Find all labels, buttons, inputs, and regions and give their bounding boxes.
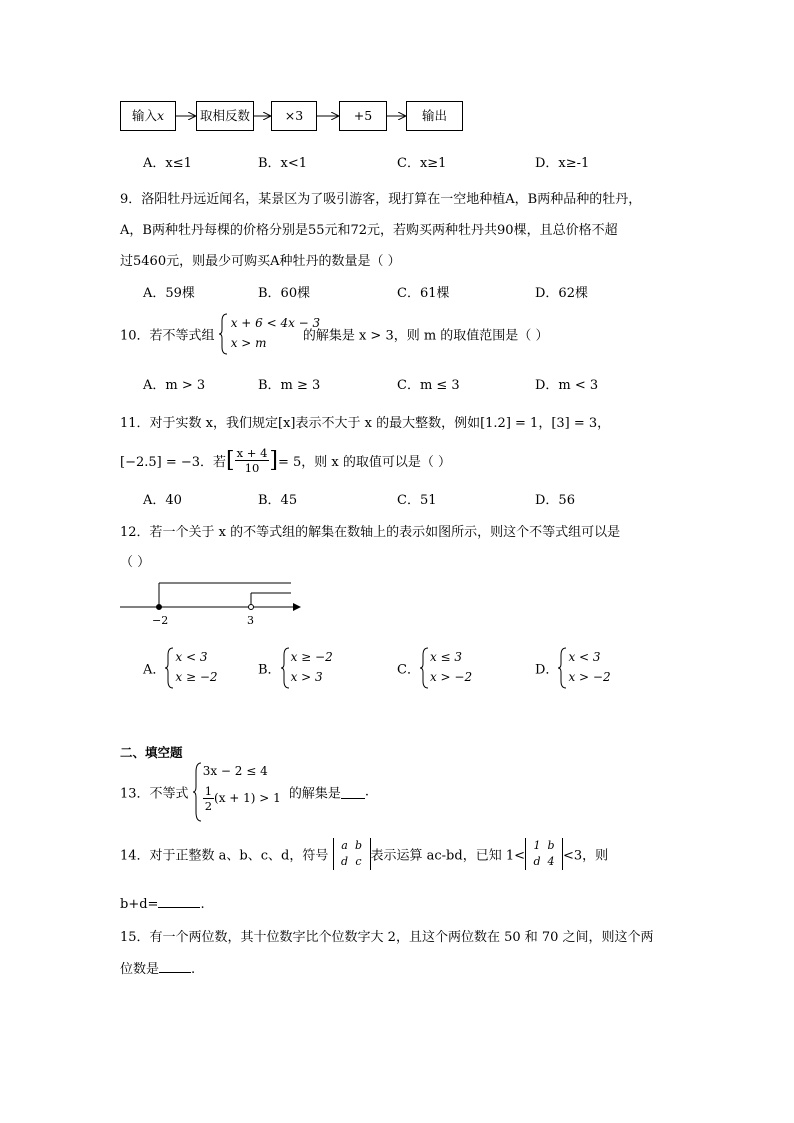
q10-system: x + 6 < 4x − 3 x > m <box>219 313 299 355</box>
q15-line2: 位数是 . <box>120 962 196 977</box>
brace-icon <box>193 762 203 822</box>
brace-icon <box>558 647 568 689</box>
q14-line2: b+d= . <box>120 897 205 912</box>
axis-label-neg2: −2 <box>152 614 169 627</box>
q12-option-a[interactable]: A． x < 3 x ≥ −2 <box>143 647 225 689</box>
q11-option-a[interactable]: A．40 <box>143 493 182 508</box>
brace-icon <box>420 647 430 689</box>
q8-option-b[interactable]: B．x<1 <box>258 156 308 171</box>
number-line <box>115 575 315 630</box>
q10-option-a[interactable]: A．m > 3 <box>143 378 206 393</box>
flow-box-plus5: +5 <box>339 101 387 131</box>
q11-option-d[interactable]: D．56 <box>535 493 575 508</box>
q13-system: 3x − 2 ≤ 4 $\frac{1}{2}$ (x + 1) > 1 <box>193 762 285 822</box>
q9-option-c[interactable]: C．61棵 <box>397 286 450 301</box>
q9-line1: 9．洛阳牡丹远近闻名，某景区为了吸引游客，现打算在一空地种植A，B两种品种的牡丹， <box>120 192 642 207</box>
q9-option-d[interactable]: D．62棵 <box>535 286 588 301</box>
q11-option-c[interactable]: C．51 <box>397 493 437 508</box>
q8-option-a[interactable]: A．x≤1 <box>143 156 192 171</box>
q12-option-b[interactable]: B． x ≥ −2 x > 3 <box>258 647 341 689</box>
q14-stem: 14．对于正整数 a、b、c、d，符号 a b d c 表示运算 ac-bd，已知 1<1 b d 4 <3，则 <box>120 839 609 868</box>
q9-option-b[interactable]: B．60棵 <box>258 286 311 301</box>
q15-line1: 15．有一个两位数，其十位数字比个位数字大 2，且这个两位数在 50 和 70 之间，则这个两 <box>120 930 654 945</box>
q9-option-a[interactable]: A．59棵 <box>143 286 195 301</box>
q13-answer-blank[interactable] <box>341 786 365 799</box>
flow-arrows <box>0 0 794 140</box>
q10-stem: 10．若不等式组 x + 6 < 4x − 3 x > m 的解集是 x > 3，则 m 的取值范围是（ ） <box>120 313 548 355</box>
q12-line1: 12．若一个关于 x 的不等式组的解集在数轴上的表示如图所示，则这个不等式组可以是 <box>120 525 621 540</box>
section-title-fill-in: 二、填空题 <box>120 745 183 760</box>
q12-option-c[interactable]: C． x ≤ 3 x > −2 <box>397 647 480 689</box>
q11-fraction: $\frac{x + 4}{10}$ <box>236 446 268 475</box>
q11-option-b[interactable]: B．45 <box>258 493 298 508</box>
q8-option-d[interactable]: D．x≥-1 <box>535 156 590 171</box>
q12-option-d[interactable]: D． x < 3 x > −2 <box>535 647 618 689</box>
flow-box-input: 输入x <box>120 101 176 131</box>
q11-line1: 11．对于实数 x，我们规定[x]表示不大于 x 的最大整数，例如[1.2] = 1，[3] = 3， <box>120 416 611 431</box>
q8-option-c[interactable]: C．x≥1 <box>397 156 447 171</box>
brace-icon <box>165 647 175 689</box>
q9-line3: 过5460元，则最少可购买A种牡丹的数量是（ ） <box>120 254 401 269</box>
brace-icon <box>281 647 291 689</box>
brace-icon <box>219 313 229 355</box>
q10-option-d[interactable]: D．m < 3 <box>535 378 599 393</box>
q14-determinant-1bd4: 1 b d 4 <box>525 838 563 870</box>
q14-determinant-abcd: a b d c <box>333 838 371 870</box>
q15-answer-blank[interactable] <box>159 960 191 973</box>
flow-box-output: 输出 <box>406 101 463 131</box>
flow-box-times3: ×3 <box>271 101 317 131</box>
q9-line2: A，B两种牡丹每棵的价格分别是55元和72元，若购买两种牡丹共90棵，且总价格不超 <box>120 223 618 238</box>
q14-answer-blank[interactable] <box>158 895 200 908</box>
axis-label-3: 3 <box>247 614 254 627</box>
q10-option-c[interactable]: C．m ≤ 3 <box>397 378 460 393</box>
q13-stem: 13．不等式 3x − 2 ≤ 4 $\frac{1}{2}$ (x + 1) > 1 的解集是 . <box>120 762 369 822</box>
flow-box-negate: 取相反数 <box>196 101 254 131</box>
q11-line2: [−2.5] = −3．若[ $\frac{x + 4}{10}$ ]= 5，则 x 的取值可以是（ ） <box>120 446 452 475</box>
q10-option-b[interactable]: B．m ≥ 3 <box>258 378 321 393</box>
q12-line2: （ ） <box>120 555 151 570</box>
